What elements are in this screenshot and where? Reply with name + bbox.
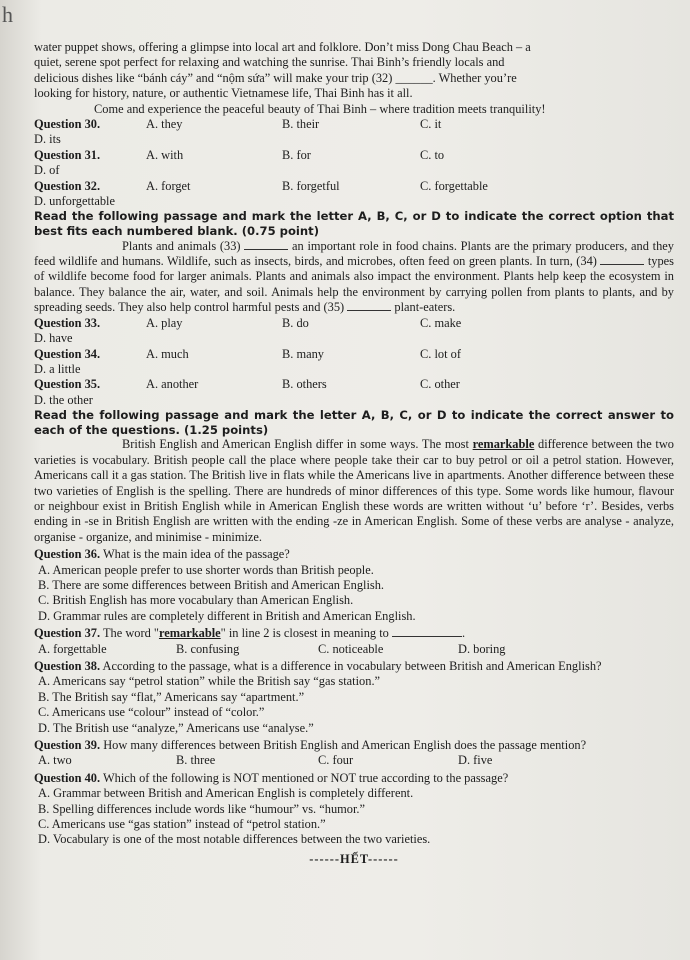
question-30 <box>34 117 674 148</box>
option-b[interactable]: B. forgetful <box>282 178 340 193</box>
option-c[interactable]: C. lot of <box>420 346 461 361</box>
question-text: According to the passage, what is a difference in vocabulary between British and American English? <box>102 659 602 673</box>
question-31 <box>34 148 674 179</box>
passage-text: Plants and animals (33) <box>122 238 241 253</box>
option-a[interactable]: A. with <box>146 147 184 162</box>
question-32 <box>34 179 674 210</box>
option-c[interactable]: C. Americans use “colour” instead of “color.” <box>38 705 265 720</box>
option-d[interactable]: D. Vocabulary is one of the most notable differences between the two varieties. <box>38 832 431 847</box>
option-d[interactable]: D. unforgettable <box>34 194 115 209</box>
option-b[interactable]: B. The British say “flat,” Americans say “apartment.” <box>38 689 305 704</box>
option-d[interactable]: D. boring <box>458 641 506 656</box>
option-a[interactable]: A. two <box>38 753 72 768</box>
option-d[interactable]: D. its <box>34 132 61 147</box>
option-a[interactable]: A. much <box>146 346 189 361</box>
option-b[interactable]: B. do <box>282 315 309 330</box>
option-c[interactable]: C. British English has more vocabulary than American English. <box>38 593 354 608</box>
option-a[interactable]: A. Grammar between British and American English is completely different. <box>38 786 414 801</box>
option-c[interactable]: C. it <box>420 117 442 132</box>
option-d[interactable]: D. of <box>34 163 60 178</box>
question-label: Question 37. <box>34 626 101 641</box>
question-label: Question 31. <box>34 147 101 162</box>
question-label: Question 32. <box>34 178 101 193</box>
question-36 <box>34 547 674 624</box>
option-a[interactable]: A. they <box>146 117 183 132</box>
option-d[interactable]: D. five <box>458 753 493 768</box>
option-d[interactable]: D. a little <box>34 361 81 376</box>
question-label: Question 35. <box>34 377 101 392</box>
question-text: Which of the following is NOT mentioned or NOT true according to the passage? <box>102 770 509 785</box>
option-a[interactable]: A. Americans say “petrol station” while the British say “gas station.” <box>38 674 381 689</box>
option-d[interactable]: D. have <box>34 331 73 346</box>
section-2-passage <box>34 239 674 316</box>
question-label: Question 39. <box>34 738 101 753</box>
option-d[interactable]: D. Grammar rules are completely different in British and American English. <box>38 608 416 623</box>
question-label: Question 34. <box>34 346 101 361</box>
option-a[interactable]: A. forgettable <box>38 641 107 656</box>
intro-line: delicious dishes like “bánh cáy” and “nộm sứa” will make your trip (32) ______. Whether you’re <box>34 70 517 85</box>
section-3-instruction: Read the following passage and mark the letter A, B, C, or D to indicate the correct answer to each of the questions. (1.25 points) <box>34 408 674 437</box>
passage-text: an important role in food chains. Plants are the primary producers, and they feed wildlife and humans. Wildlife, such as insects, birds, and microbes, often feed on green plants. In turn, (34) <box>34 238 674 269</box>
question-label: Question 36. <box>34 547 101 562</box>
question-text: What is the main idea of the passage? <box>102 547 290 562</box>
question-38 <box>34 659 674 736</box>
option-c[interactable]: C. make <box>420 315 462 330</box>
question-34 <box>34 347 674 378</box>
end-of-exam-mark: ------HẾT------ <box>309 851 399 866</box>
highlighted-word: remarkable <box>472 437 535 452</box>
question-block-30-32 <box>34 117 674 209</box>
question-text: . <box>461 626 466 641</box>
blank-33[interactable] <box>244 239 288 250</box>
question-text: " in line 2 is closest in meaning to <box>220 626 389 641</box>
option-b[interactable]: B. many <box>282 346 324 361</box>
blank-35[interactable] <box>347 300 391 311</box>
question-text: How many differences between British English and American English does the passage mention? <box>103 738 587 753</box>
question-label: Question 33. <box>34 315 101 330</box>
option-c[interactable]: C. other <box>420 377 460 392</box>
option-a[interactable]: A. American people prefer to use shorter words than British people. <box>38 562 374 577</box>
passage-text: plant-eaters. <box>394 300 456 315</box>
question-33 <box>34 316 674 347</box>
question-label: Question 40. <box>34 770 101 785</box>
option-d[interactable]: D. the other <box>34 392 93 407</box>
options-row <box>34 753 674 768</box>
option-b[interactable]: B. Spelling differences include words like “humour” vs. “humor.” <box>38 801 366 816</box>
option-c[interactable]: C. Americans use “gas station” instead of “petrol station.” <box>38 817 326 832</box>
question-35 <box>34 377 674 408</box>
intro-tagline: Come and experience the peaceful beauty of Thai Binh – where tradition meets tranquility! <box>94 101 546 116</box>
option-a[interactable]: A. play <box>146 315 183 330</box>
option-b[interactable]: B. three <box>176 753 216 768</box>
blank-34[interactable] <box>600 254 644 265</box>
page-corner-mark: h <box>2 2 13 27</box>
question-40 <box>34 771 674 848</box>
option-c[interactable]: C. noticeable <box>318 641 384 656</box>
intro-line: looking for history, nature, or authentic Vietnamese life, Thai Binh has it all. <box>34 86 413 101</box>
intro-line: quiet, serene spot perfect for relaxing and watching the sunrise. Thai Binh’s friendly locals and <box>34 55 505 70</box>
options-row <box>34 642 674 657</box>
page-content <box>34 40 674 867</box>
option-b[interactable]: B. others <box>282 377 327 392</box>
option-b[interactable]: B. their <box>282 117 320 132</box>
option-b[interactable]: B. confusing <box>176 641 240 656</box>
option-c[interactable]: C. to <box>420 147 445 162</box>
passage-text: British English and American English differ in some ways. The most <box>122 437 469 452</box>
passage-text: types of wildlife become food for larger animals. Plants and animals also impact the environment. Plants help keep the ecosystem in balance. They balance the air, water, and soil. Animals help the environment by carrying pollen from plants to plants, and by spreading seeds. They also help control harmful pests and (35) <box>34 254 674 315</box>
option-c[interactable]: C. forgettable <box>420 178 488 193</box>
section-3-passage <box>34 437 674 545</box>
option-a[interactable]: A. forget <box>146 178 191 193</box>
intro-line: water puppet shows, offering a glimpse into local art and folklore. Don’t miss Dong Chau Beach – a <box>34 40 531 54</box>
option-b[interactable]: B. for <box>282 147 311 162</box>
question-39 <box>34 738 674 769</box>
question-37 <box>34 626 674 657</box>
highlighted-word: remarkable <box>158 626 221 641</box>
option-d[interactable]: D. The British use “analyze,” Americans use “analyse.” <box>38 720 314 735</box>
section-2-instruction: Read the following passage and mark the letter A, B, C, or D to indicate the correct option that best fits each numbered blank. (0.75 point) <box>34 209 674 239</box>
option-a[interactable]: A. another <box>146 377 199 392</box>
question-label: Question 38. <box>34 659 101 673</box>
option-b[interactable]: B. There are some differences between British and American English. <box>38 577 385 592</box>
option-c[interactable]: C. four <box>318 753 354 768</box>
question-label: Question 30. <box>34 117 101 132</box>
passage-text: difference between the two varieties is vocabulary. British people call the place where people take their car to buy petrol or oil a petrol station. However, Americans call it a gas station. The British live in flats while the Americans live in apartments. Another difference between these two varieties of English is the spelling. There are hundreds of minor differences of this type. Some words like humour, flavour or neighbour exist in British English while in American English these words are written without ‘u’ before ‘r’. Besides, verbs ending in -se in British English are written with the ending -ze in American English. Some of these verbs are analyse - analyze, organise - organize, and minimise - minimize. <box>34 437 674 544</box>
answer-blank[interactable] <box>392 626 462 637</box>
question-text: The word " <box>102 626 159 641</box>
